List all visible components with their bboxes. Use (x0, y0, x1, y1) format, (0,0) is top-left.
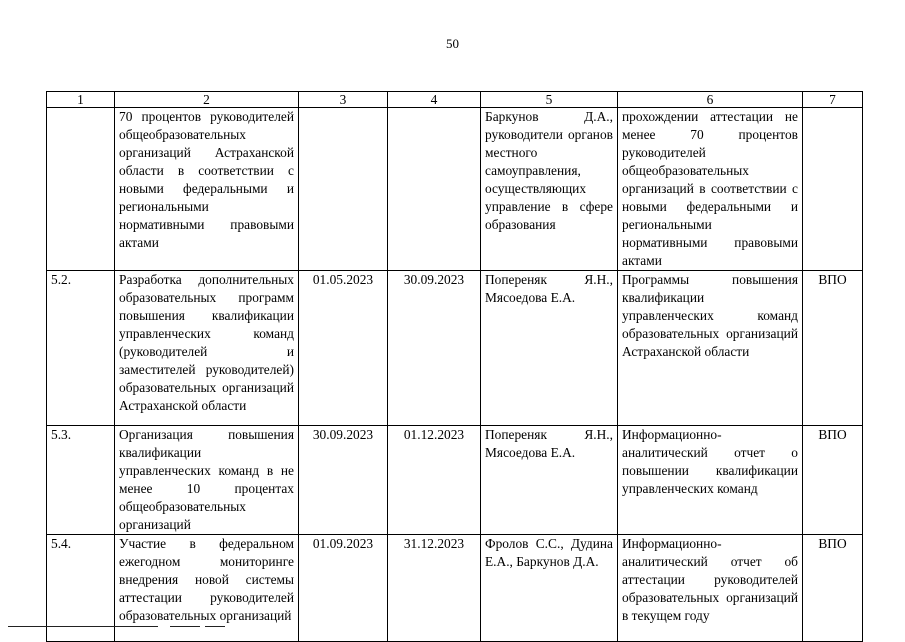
table-row (47, 108, 863, 271)
responsible-persons: Фролов С.С., Дудина Е.А., Баркунов Д.А. (481, 535, 618, 642)
expected-result: прохождении аттестации не менее 70 процентов руководителей общеобразовательных организаций в соответствии с новыми федеральными и региональными нормативными правовыми актами (618, 108, 803, 271)
item-number: 5.3. (47, 426, 115, 535)
header-row (47, 92, 863, 108)
event-description: Участие в федеральном ежегодном мониторинге внедрения новой системы аттестации руководителей образовательных организаций (115, 535, 299, 642)
end-date (388, 108, 481, 271)
responsible-code: ВПО (803, 271, 863, 426)
expected-result: Программы повышения квалификации управленческих команд образовательных организаций Астраханской области (618, 271, 803, 426)
start-date: 01.05.2023 (299, 271, 388, 426)
item-number (47, 108, 115, 271)
event-description: Разработка дополнительных образовательных программ повышения квалификации управленческих команд (руководителей и заместителей руководителей) образовательных организаций Астраханской области (115, 271, 299, 426)
column-header: 3 (299, 92, 388, 108)
responsible-code: ВПО (803, 535, 863, 642)
column-header: 4 (388, 92, 481, 108)
footer-rule (8, 626, 158, 627)
responsible-persons: Попереняк Я.Н., Мясоедова Е.А. (481, 426, 618, 535)
end-date: 30.09.2023 (388, 271, 481, 426)
column-header: 5 (481, 92, 618, 108)
start-date: 30.09.2023 (299, 426, 388, 535)
column-header: 2 (115, 92, 299, 108)
responsible-persons: Баркунов Д.А., руководители органов местного самоуправления, осуществляющих управление в сфере образования (481, 108, 618, 271)
expected-result: Информационно-аналитический отчет об аттестации руководителей образовательных организаций в текущем году (618, 535, 803, 642)
page-number: 50 (446, 36, 459, 51)
table-row (47, 271, 863, 426)
responsible-persons: Попереняк Я.Н., Мясоедова Е.А. (481, 271, 618, 426)
event-description: 70 процентов руководителей общеобразовательных организаций Астраханской области в соответствии с новыми федеральными и региональными нормативными правовыми актами (115, 108, 299, 271)
responsible-code (803, 108, 863, 271)
item-number: 5.4. (47, 535, 115, 642)
start-date (299, 108, 388, 271)
table-row (47, 426, 863, 535)
start-date: 01.09.2023 (299, 535, 388, 642)
end-date: 01.12.2023 (388, 426, 481, 535)
footer-rule (205, 626, 225, 627)
table-row (47, 535, 863, 642)
item-number: 5.2. (47, 271, 115, 426)
end-date: 31.12.2023 (388, 535, 481, 642)
event-description: Организация повышения квалификации управленческих команд в не менее 10 процентах общеобразовательных организаций (115, 426, 299, 535)
footer-rule (170, 626, 200, 627)
expected-result: Информационно-аналитический отчет о повышении квалификации управленческих команд (618, 426, 803, 535)
responsible-code: ВПО (803, 426, 863, 535)
column-header: 1 (47, 92, 115, 108)
column-header: 7 (803, 92, 863, 108)
activity-table (46, 91, 863, 642)
column-header: 6 (618, 92, 803, 108)
